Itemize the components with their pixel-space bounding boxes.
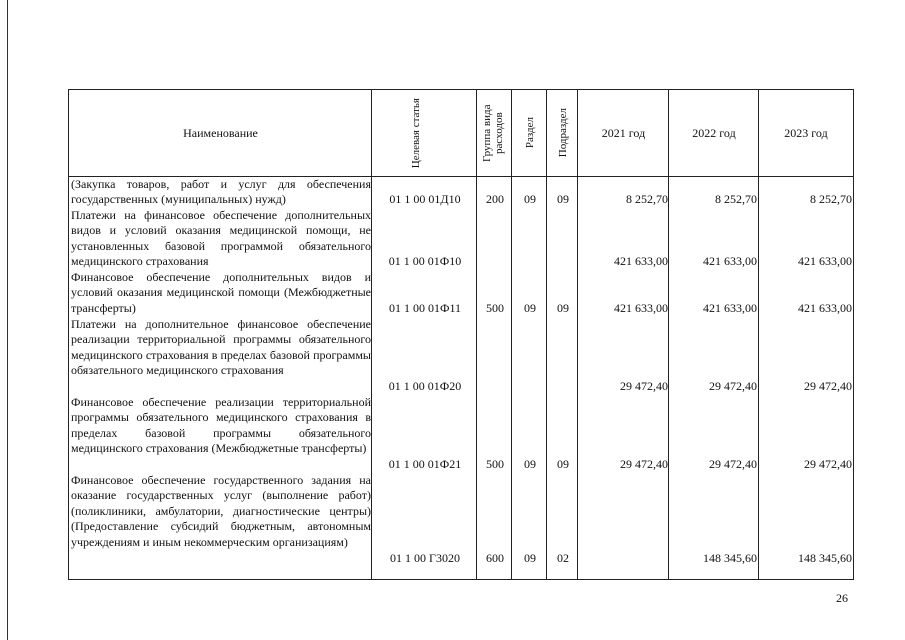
row-code: 01 1 00 01Ф11 <box>388 301 462 315</box>
header-subsection-text: Подраздел <box>556 108 569 158</box>
header-section-text: Раздел <box>523 117 536 149</box>
row-value-2023: 29 472,40 <box>804 457 852 471</box>
row-subsection: 09 <box>557 301 569 315</box>
row-section: 09 <box>524 551 536 565</box>
table-row <box>69 395 853 473</box>
row-value-2021: 421 633,00 <box>614 254 668 268</box>
row-value-2022: 421 633,00 <box>703 254 757 268</box>
row-subsection: 09 <box>557 192 569 206</box>
budget-table <box>68 89 854 580</box>
row-section: 09 <box>524 192 536 206</box>
row-name: Финансовое обеспечение реализации территориальной программы обязательного медицинского страхования в пределах базовой программы обязательного медицинского страхования (Межбюджетные трансферты) <box>71 395 371 456</box>
header-group-text: Группа вида расходов <box>480 104 505 162</box>
row-value-2021: 29 472,40 <box>620 457 668 471</box>
row-code: 01 1 00 01Ф20 <box>388 379 462 393</box>
row-value-2023: 421 633,00 <box>798 254 852 268</box>
header-2021: 2021 год <box>601 125 646 140</box>
row-value-2021: 421 633,00 <box>614 301 668 315</box>
header-subsection <box>547 90 578 176</box>
row-code: 01 1 00 01Д10 <box>389 192 461 206</box>
row-group: 200 <box>486 192 504 206</box>
table-row <box>69 177 853 209</box>
row-value-2021: 8 252,70 <box>626 192 668 206</box>
table-row <box>69 270 853 317</box>
header-group <box>477 90 512 176</box>
header-section <box>512 90 547 176</box>
header-target <box>372 90 477 176</box>
row-value-2022: 421 633,00 <box>703 301 757 315</box>
row-name: Финансовое обеспечение государственного задания на оказание государственных услуг (выполнение работ) (поликлиники, амбулатории, диагностические центры) (Предоставление субсидий бюджетным, автономным учреждениям и иным некоммерческим организациям) <box>71 473 371 549</box>
page-number: 26 <box>836 591 848 605</box>
row-value-2022: 29 472,40 <box>709 379 757 393</box>
row-section: 09 <box>524 457 536 471</box>
header-name: Наименование <box>183 125 258 140</box>
row-group: 600 <box>486 551 504 565</box>
row-value-2023: 8 252,70 <box>810 192 852 206</box>
row-name: Финансовое обеспечение дополнительных видов и условий оказания медицинской помощи (Межбюджетные трансферты) <box>71 270 371 315</box>
row-value-2023: 148 345,60 <box>798 551 852 565</box>
table-header <box>69 90 853 177</box>
row-value-2022: 8 252,70 <box>715 192 757 206</box>
header-2022: 2022 год <box>692 125 736 140</box>
row-name: Платежи на дополнительное финансовое обеспечение реализации территориальной программы обязательного медицинского страхования в пределах базовой программы обязательного медицинского страхования <box>71 317 371 378</box>
table-row <box>69 208 853 270</box>
row-section: 09 <box>524 301 536 315</box>
table-row <box>69 317 853 395</box>
row-group: 500 <box>486 457 504 471</box>
row-code: 01 1 00 Г3020 <box>390 551 460 565</box>
row-value-2022: 29 472,40 <box>709 457 757 471</box>
row-value-2023: 421 633,00 <box>798 301 852 315</box>
row-value-2022: 148 345,60 <box>703 551 757 565</box>
table-row <box>69 473 853 579</box>
row-code: 01 1 00 01Ф21 <box>388 457 462 471</box>
row-name: (Закупка товаров, работ и услуг для обеспечения государственных (муниципальных) нужд) <box>71 177 371 207</box>
header-target-text: Целевая статья <box>409 97 422 169</box>
row-code: 01 1 00 01Ф10 <box>388 254 462 268</box>
row-subsection: 09 <box>557 457 569 471</box>
row-value-2021: 29 472,40 <box>620 379 668 393</box>
row-group: 500 <box>486 301 504 315</box>
row-name: Платежи на финансовое обеспечение дополнительных видов и условий оказания медицинской помощи, не установленных базовой программой обязательного медицинского страхования <box>71 208 371 269</box>
left-margin-line <box>7 0 8 640</box>
header-2023: 2023 год <box>784 125 828 140</box>
row-subsection: 02 <box>557 551 569 565</box>
row-value-2023: 29 472,40 <box>804 379 852 393</box>
